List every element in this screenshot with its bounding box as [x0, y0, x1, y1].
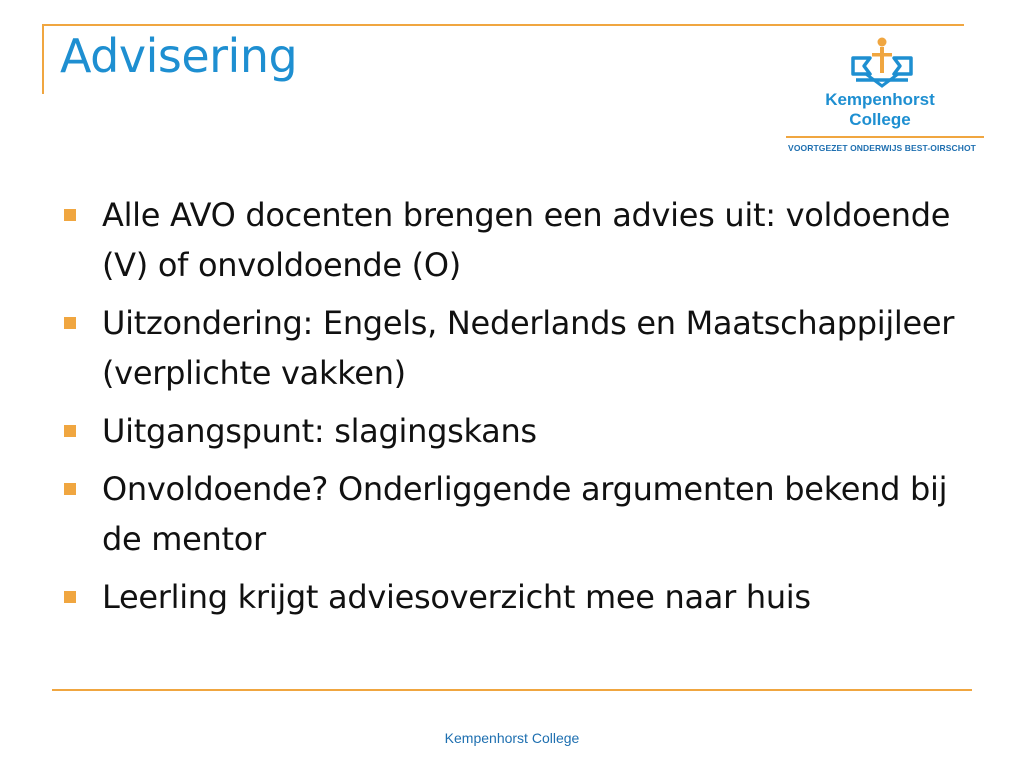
square-bullet-icon [64, 425, 76, 437]
logo-name-line2: College [849, 110, 911, 129]
bullet-text: Uitzondering: Engels, Nederlands en Maatschappijleer (verplichte vakken) [102, 304, 955, 392]
bullet-text: Leerling krijgt adviesoverzicht mee naar huis [102, 578, 811, 616]
square-bullet-icon [64, 317, 76, 329]
logo-name [780, 90, 980, 130]
slide-title: Advisering [60, 29, 298, 83]
bullet-item [62, 406, 962, 456]
slide-footer: Kempenhorst College [444, 730, 580, 746]
square-bullet-icon [64, 591, 76, 603]
school-emblem-icon [850, 36, 914, 92]
bullet-text: Onvoldoende? Onderliggende argumenten bekend bij de mentor [102, 470, 948, 558]
school-logo [780, 32, 990, 162]
logo-divider [786, 136, 984, 138]
bullet-item [62, 298, 962, 398]
bullet-item [62, 190, 962, 290]
bullet-item [62, 464, 962, 564]
bullet-text: Uitgangspunt: slagingskans [102, 412, 537, 450]
bullet-item [62, 572, 962, 622]
square-bullet-icon [64, 483, 76, 495]
bullet-text: Alle AVO docenten brengen een advies uit: voldoende (V) of onvoldoende (O) [102, 196, 951, 284]
bullet-list [62, 190, 962, 630]
square-bullet-icon [64, 209, 76, 221]
logo-name-line1: Kempenhorst [825, 90, 935, 109]
bottom-divider [52, 689, 972, 691]
logo-tagline: VOORTGEZET ONDERWIJS BEST-OIRSCHOT [788, 143, 976, 153]
